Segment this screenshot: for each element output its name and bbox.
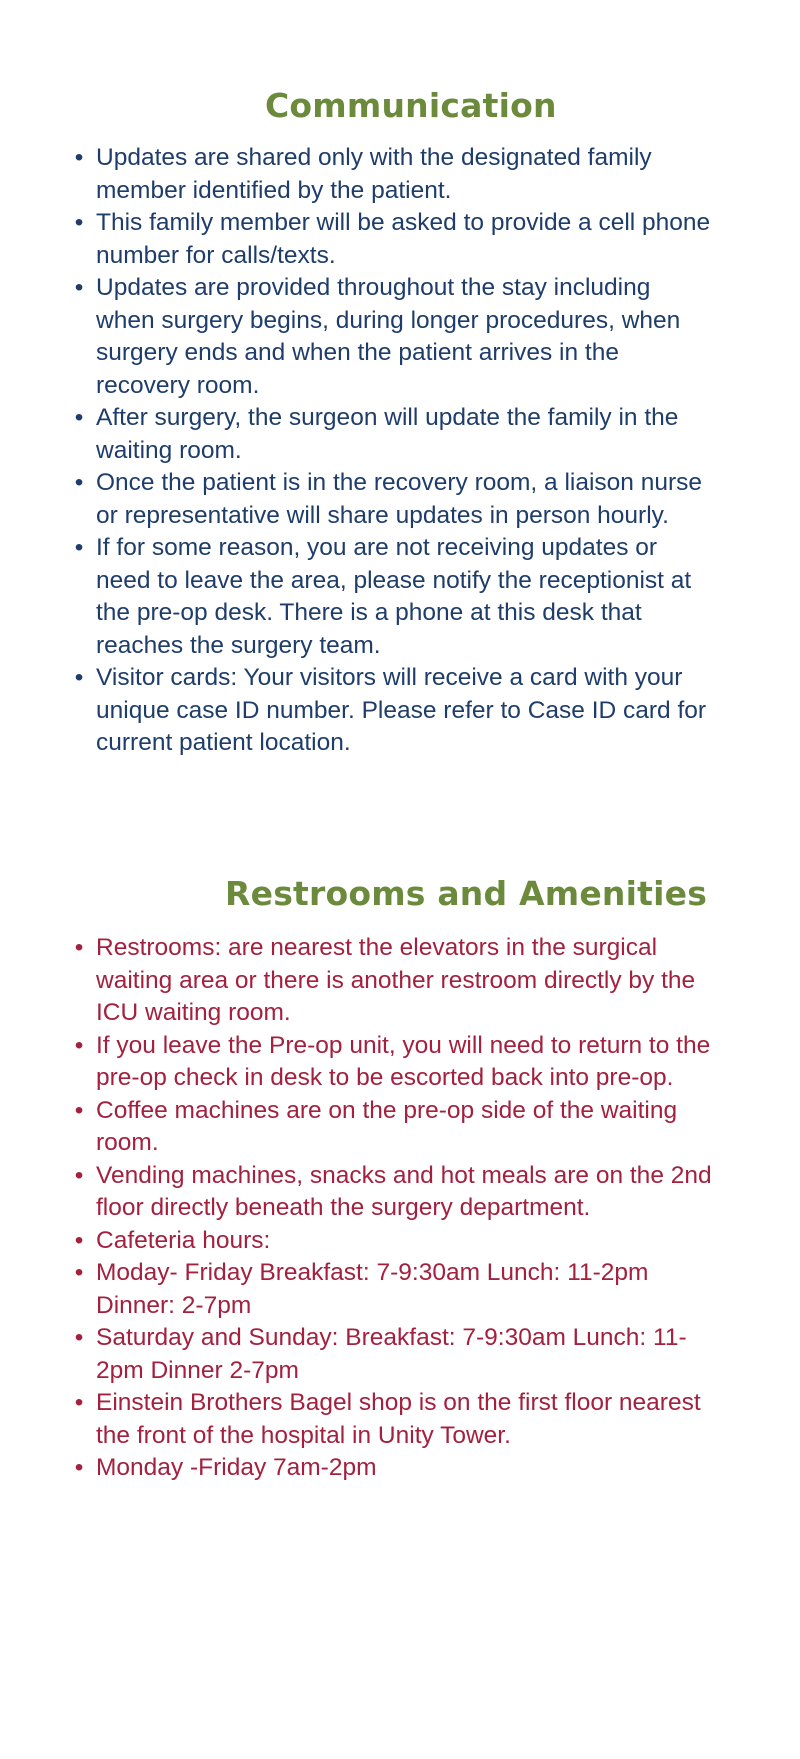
bullet-icon: • <box>74 1389 84 1416</box>
bullet-icon: • <box>74 664 84 691</box>
list-item <box>0 402 800 467</box>
list-item <box>0 1225 800 1258</box>
bullet-icon: • <box>74 209 84 236</box>
list-item <box>0 1452 800 1485</box>
list-item-text: After surgery, the surgeon will update the family in the waiting room. <box>96 404 679 464</box>
list-item-text: Restrooms: are nearest the elevators in the surgical waiting area or there is another restroom directly by the ICU waiting room. <box>96 934 696 1026</box>
communication-section <box>0 84 800 760</box>
bullet-icon: • <box>74 1259 84 1286</box>
restrooms-section <box>0 872 800 1485</box>
list-item <box>0 1095 800 1160</box>
bullet-icon: • <box>74 144 84 171</box>
list-item-text: Updates are provided throughout the stay including when surgery begins, during longer procedures, when surgery ends and when the patient arrives in the recovery room. <box>96 274 681 399</box>
list-item-text: Vending machines, snacks and hot meals are on the 2nd floor directly beneath the surgery department. <box>96 1161 712 1221</box>
list-item <box>0 1322 800 1387</box>
list-item <box>0 207 800 272</box>
list-item <box>0 272 800 402</box>
list-item <box>0 467 800 532</box>
bullet-icon: • <box>74 1096 84 1124</box>
list-item-text: Visitor cards: Your visitors will receive a card with your unique case ID number. Please refer to Case ID card for current patient location. <box>96 664 707 756</box>
restrooms-heading: Restrooms and Amenities <box>225 874 708 913</box>
bullet-icon: • <box>74 274 84 301</box>
list-item-text: Cafeteria hours: <box>96 1226 271 1254</box>
list-item-text: Moday- Friday Breakfast: 7-9:30am Lunch: 11-2pm Dinner: 2-7pm <box>96 1259 649 1319</box>
bullet-icon: • <box>74 534 84 561</box>
list-item <box>0 1030 800 1095</box>
list-item-text: This family member will be asked to provide a cell phone number for calls/texts. <box>96 209 711 269</box>
list-item-text: Once the patient is in the recovery room, a liaison nurse or representative will share updates in person hourly. <box>96 469 703 529</box>
list-item-text: Monday -Friday 7am-2pm <box>96 1454 377 1481</box>
list-item-text: Einstein Brothers Bagel shop is on the first floor nearest the front of the hospital in Unity Tower. <box>96 1389 701 1449</box>
bullet-icon: • <box>74 1454 84 1481</box>
list-item <box>0 1387 800 1452</box>
list-item-text: Coffee machines are on the pre-op side of the waiting room. <box>96 1096 678 1156</box>
bullet-icon: • <box>74 469 84 496</box>
list-item <box>0 532 800 662</box>
bullet-icon: • <box>74 1161 84 1189</box>
bullet-icon: • <box>74 1031 84 1059</box>
list-item <box>0 932 800 1030</box>
bullet-icon: • <box>74 404 84 431</box>
restrooms-list <box>0 932 800 1485</box>
communication-heading: Communication <box>265 86 557 125</box>
list-item-text: Updates are shared only with the designated family member identified by the patient. <box>96 144 652 204</box>
communication-list <box>0 142 800 760</box>
list-item <box>0 1160 800 1225</box>
list-item <box>0 1257 800 1322</box>
list-item <box>0 142 800 207</box>
bullet-icon: • <box>74 1324 84 1351</box>
list-item-text: If for some reason, you are not receiving updates or need to leave the area, please notify the receptionist at the pre-op desk. There is a phone at this desk that reaches the surgery team. <box>96 534 692 659</box>
list-item <box>0 662 800 760</box>
list-item-text: Saturday and Sunday: Breakfast: 7-9:30am Lunch: 11-2pm Dinner 2-7pm <box>96 1324 687 1384</box>
bullet-icon: • <box>74 934 84 961</box>
bullet-icon: • <box>74 1226 84 1254</box>
list-item-text: If you leave the Pre-op unit, you will need to return to the pre-op check in desk to be escorted back into pre-op. <box>96 1031 711 1091</box>
